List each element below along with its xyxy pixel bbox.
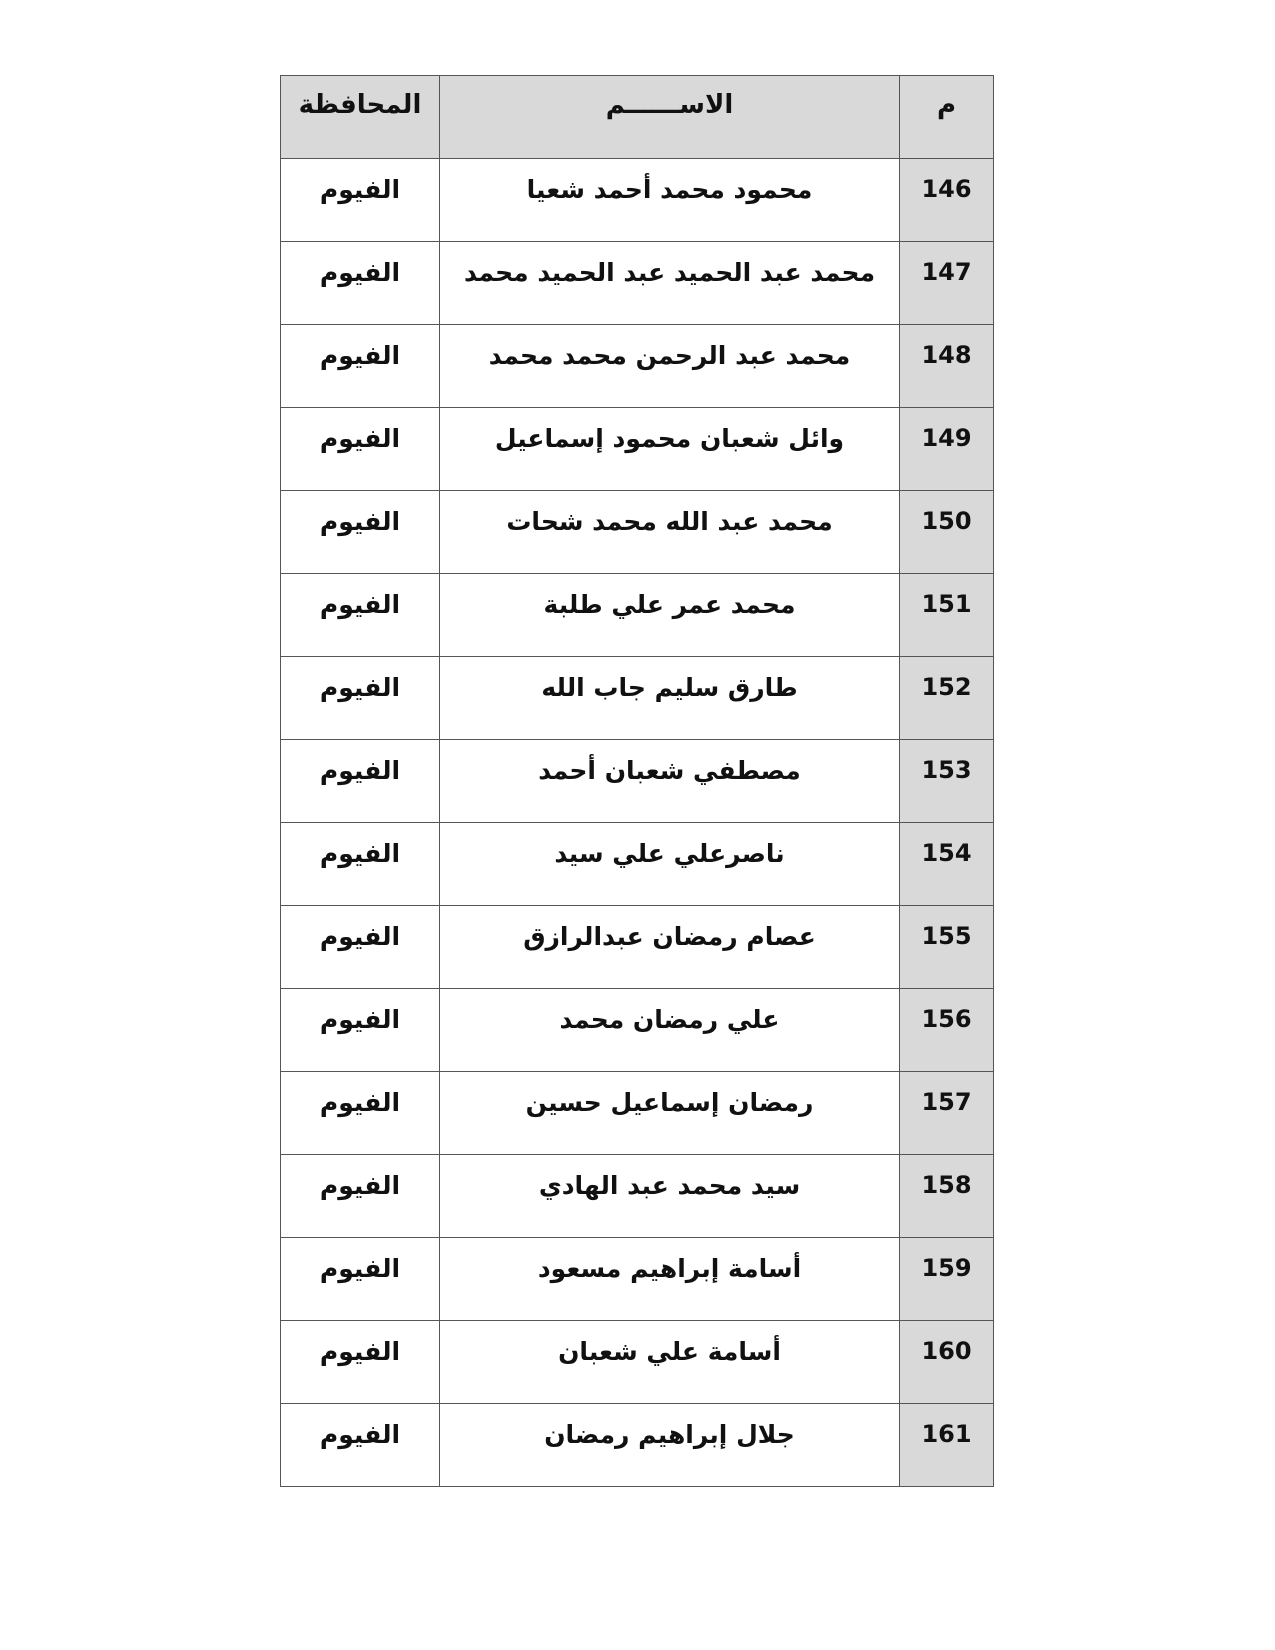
row-name: محمود محمد أحمد شعيا bbox=[526, 175, 813, 204]
table-row bbox=[281, 657, 994, 740]
row-governorate: الفيوم bbox=[319, 1420, 401, 1449]
row-name-cell bbox=[440, 740, 900, 823]
row-name: سيد محمد عبد الهادي bbox=[538, 1171, 801, 1200]
row-number-cell bbox=[900, 408, 994, 491]
row-number-cell bbox=[900, 242, 994, 325]
row-name: محمد عبد الرحمن محمد محمد bbox=[488, 341, 851, 370]
row-governorate: الفيوم bbox=[319, 756, 401, 785]
table-row bbox=[281, 408, 994, 491]
row-name-cell bbox=[440, 408, 900, 491]
table-row bbox=[281, 906, 994, 989]
row-number-cell bbox=[900, 1404, 994, 1487]
row-name: محمد عبد الحميد عبد الحميد محمد bbox=[463, 258, 876, 287]
row-name-cell bbox=[440, 1072, 900, 1155]
row-governorate-cell bbox=[281, 1238, 440, 1321]
row-governorate: الفيوم bbox=[319, 341, 401, 370]
row-number-cell bbox=[900, 823, 994, 906]
table-row bbox=[281, 325, 994, 408]
row-number-cell bbox=[900, 574, 994, 657]
row-name-cell bbox=[440, 159, 900, 242]
row-number: 152 bbox=[921, 673, 972, 701]
table-row bbox=[281, 1321, 994, 1404]
row-governorate-cell bbox=[281, 1321, 440, 1404]
row-number: 155 bbox=[921, 922, 972, 950]
row-governorate: الفيوم bbox=[319, 1171, 401, 1200]
row-governorate-cell bbox=[281, 1072, 440, 1155]
row-number: 156 bbox=[921, 1005, 972, 1033]
row-name-cell bbox=[440, 657, 900, 740]
header-row bbox=[281, 76, 994, 159]
row-name: مصطفي شعبان أحمد bbox=[538, 756, 801, 785]
row-number: 153 bbox=[921, 756, 972, 784]
row-number-cell bbox=[900, 740, 994, 823]
row-number-cell bbox=[900, 325, 994, 408]
row-number-cell bbox=[900, 1155, 994, 1238]
row-name-cell bbox=[440, 823, 900, 906]
row-name: عصام رمضان عبدالرازق bbox=[523, 922, 816, 951]
row-name-cell bbox=[440, 1321, 900, 1404]
row-governorate-cell bbox=[281, 408, 440, 491]
row-name-cell bbox=[440, 1238, 900, 1321]
row-governorate: الفيوم bbox=[319, 507, 401, 536]
row-governorate: الفيوم bbox=[319, 258, 401, 287]
row-name-cell bbox=[440, 242, 900, 325]
row-number-cell bbox=[900, 657, 994, 740]
row-number: 149 bbox=[921, 424, 972, 452]
row-number-cell bbox=[900, 1072, 994, 1155]
row-name: وائل شعبان محمود إسماعيل bbox=[494, 424, 845, 453]
row-governorate-cell bbox=[281, 574, 440, 657]
row-number-cell bbox=[900, 1321, 994, 1404]
row-number: 147 bbox=[921, 258, 972, 286]
row-name: طارق سليم جاب الله bbox=[541, 673, 798, 702]
row-governorate-cell bbox=[281, 242, 440, 325]
row-number-cell bbox=[900, 906, 994, 989]
table-header bbox=[281, 76, 994, 159]
row-number-cell bbox=[900, 989, 994, 1072]
table-row bbox=[281, 989, 994, 1072]
row-governorate: الفيوم bbox=[319, 1337, 401, 1366]
row-name-cell bbox=[440, 989, 900, 1072]
row-name: أسامة إبراهيم مسعود bbox=[537, 1254, 802, 1283]
row-number: 157 bbox=[921, 1088, 972, 1116]
row-governorate-cell bbox=[281, 325, 440, 408]
row-number: 146 bbox=[921, 175, 972, 203]
row-governorate-cell bbox=[281, 1404, 440, 1487]
table-row bbox=[281, 823, 994, 906]
row-name: علي رمضان محمد bbox=[559, 1005, 780, 1034]
table-row bbox=[281, 574, 994, 657]
header-name: الاســــــم bbox=[440, 76, 900, 159]
row-governorate-cell bbox=[281, 491, 440, 574]
row-governorate-cell bbox=[281, 1155, 440, 1238]
row-governorate: الفيوم bbox=[319, 1005, 401, 1034]
row-name: محمد عمر علي طلبة bbox=[543, 590, 796, 619]
row-name-cell bbox=[440, 325, 900, 408]
row-number: 160 bbox=[921, 1337, 972, 1365]
row-name: جلال إبراهيم رمضان bbox=[544, 1420, 795, 1449]
row-governorate-cell bbox=[281, 823, 440, 906]
row-number: 148 bbox=[921, 341, 972, 369]
row-number: 161 bbox=[921, 1420, 972, 1448]
row-number: 158 bbox=[921, 1171, 972, 1199]
header-governorate: المحافظة bbox=[281, 76, 440, 159]
row-number: 154 bbox=[921, 839, 972, 867]
row-number: 151 bbox=[921, 590, 972, 618]
row-governorate: الفيوم bbox=[319, 175, 401, 204]
table-row bbox=[281, 242, 994, 325]
row-governorate-cell bbox=[281, 906, 440, 989]
row-governorate-cell bbox=[281, 657, 440, 740]
row-governorate: الفيوم bbox=[319, 1254, 401, 1283]
row-number-cell bbox=[900, 1238, 994, 1321]
table-row bbox=[281, 1238, 994, 1321]
row-number: 150 bbox=[921, 507, 972, 535]
row-name: أسامة علي شعبان bbox=[558, 1337, 781, 1366]
row-name-cell bbox=[440, 1404, 900, 1487]
table-row bbox=[281, 491, 994, 574]
row-number: 159 bbox=[921, 1254, 972, 1282]
table-row bbox=[281, 740, 994, 823]
names-table bbox=[280, 75, 994, 1487]
table-row bbox=[281, 1155, 994, 1238]
row-name: ناصرعلي علي سيد bbox=[554, 839, 785, 868]
table-body bbox=[281, 159, 994, 1487]
row-governorate: الفيوم bbox=[319, 673, 401, 702]
row-name-cell bbox=[440, 574, 900, 657]
row-governorate: الفيوم bbox=[319, 839, 401, 868]
row-governorate: الفيوم bbox=[319, 922, 401, 951]
row-number-cell bbox=[900, 491, 994, 574]
row-governorate: الفيوم bbox=[319, 1088, 401, 1117]
row-governorate-cell bbox=[281, 159, 440, 242]
table-row bbox=[281, 1072, 994, 1155]
row-name: محمد عبد الله محمد شحات bbox=[506, 507, 833, 536]
row-name-cell bbox=[440, 491, 900, 574]
row-name: رمضان إسماعيل حسين bbox=[525, 1088, 814, 1117]
header-number: م bbox=[900, 76, 994, 159]
row-number-cell bbox=[900, 159, 994, 242]
row-name-cell bbox=[440, 1155, 900, 1238]
row-governorate-cell bbox=[281, 740, 440, 823]
row-governorate-cell bbox=[281, 989, 440, 1072]
table-row bbox=[281, 1404, 994, 1487]
table-row bbox=[281, 159, 994, 242]
row-governorate: الفيوم bbox=[319, 424, 401, 453]
row-governorate: الفيوم bbox=[319, 590, 401, 619]
row-name-cell bbox=[440, 906, 900, 989]
